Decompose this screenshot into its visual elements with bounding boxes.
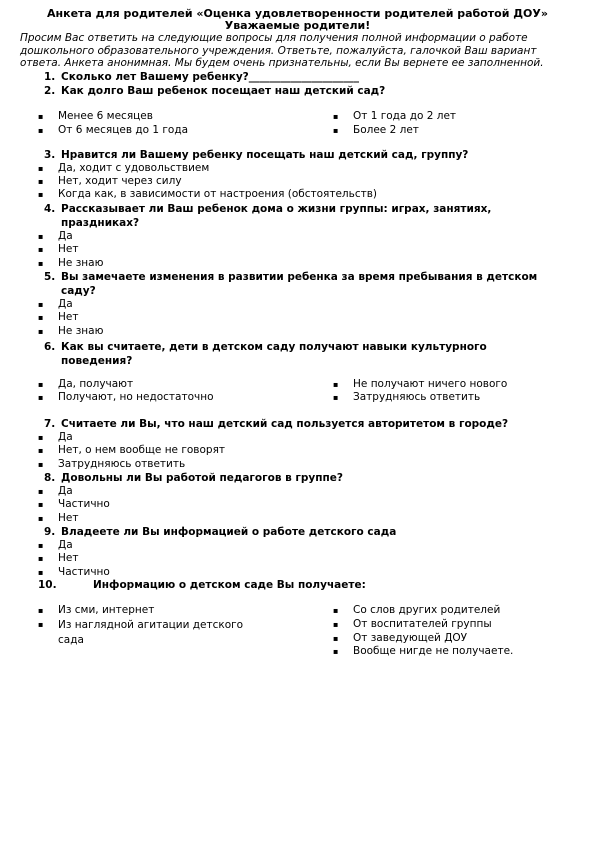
questionnaire-page: Анкета для родителей «Оценка удовлетворенности родителей работой ДОУ» Уважаемые родители! Просим Вас ответить на следующие вопросы для получения полной информации о работе дошкольного образовательного учреждения. Ответьте, пожалуйста, галочкой Ваш вариант ответа. Анкета анонимная. Мы будем очень признательны, если Вы вернете ее заполненной. 1. Сколько лет Вашему ребенку?_____________________ 2. Как долго Ваш ребенок посещает наш детский сад? ▪ Менее 6 месяцев ▪ От 6 месяцев до 1 года ▪ От 1 года до 2 лет ▪ Более 2 лет 3. Нравится ли Вашему ребенку посещать наш детский сад, группу? ▪ Да, ходит с удовольствием ▪ Нет, ходит через силу ▪ Когда как, в зависимости от настроения (обстоятельств) 4. Рассказывает ли Ваш ребенок дома о жизни группы: играх, занятиях, праздниках? ▪ Да ▪ Нет ▪ Не знаю 5. Вы замечаете изменения в развитии ребенка за время пребывания в детском саду? ▪ Да ▪ Нет ▪ Не знаю 6. Как вы считаете, дети в детском саду получают навыки культурного поведения? ▪ Да, получают ▪ Получают, но недостаточно ▪ Не получают ничего нового ▪ Затрудняюсь ответить 7. Считаете ли Вы, что наш детский сад пользуется авторитетом в городе? ▪ Да ▪ Нет, о нем вообще не говорят ▪ Затрудняюсь ответить 8. Довольны ли Вы работой педагогов в группе? ▪ Да ▪ Частично ▪ Нет 9. Владеете ли Вы информацией о работе детского сада ▪ Да ▪ Нет ▪ Частично 10. Информацию о детском саде Вы получаете: ▪ Из сми, интернет ▪ Из наглядной агитации детского сада ▪ Со слов других родителей ▪ От воспитателей группы ▪ От заведующей ДОУ ▪ Вообще нигде не получаете. — [0, 0, 595, 842]
page-title: Анкета для родителей «Оценка удовлетворенности родителей работой ДОУ» — [47, 7, 548, 20]
question-text: Вы замечаете изменения в развитии ребенка за время пребывания в детском — [61, 271, 538, 283]
question-text: поведения? — [61, 355, 133, 367]
bullet-icon: ▪ — [333, 620, 339, 629]
bullet-icon: ▪ — [333, 634, 339, 643]
question-text: Как вы считаете, дети в детском саду получают навыки культурного — [61, 341, 487, 353]
bullet-icon: ▪ — [38, 313, 44, 322]
question-text: Владеете ли Вы информацией о работе детского сада — [61, 526, 397, 538]
intro-line: дошкольного образовательного учреждения. Ответьте, пожалуйста, галочкой Ваш вариант — [20, 44, 537, 57]
bullet-icon: ▪ — [38, 500, 44, 509]
bullet-icon: ▪ — [38, 126, 44, 135]
bullet-icon: ▪ — [38, 112, 44, 121]
bullet-icon: ▪ — [333, 380, 339, 389]
bullet-icon: ▪ — [38, 232, 44, 241]
question-number: 4. — [44, 203, 56, 215]
bullet-icon: ▪ — [333, 647, 339, 656]
bullet-icon: ▪ — [38, 433, 44, 442]
bullet-icon: ▪ — [333, 112, 339, 121]
bullet-icon: ▪ — [38, 514, 44, 523]
question-number: 5. — [44, 271, 56, 283]
bullet-icon: ▪ — [38, 300, 44, 309]
bullet-icon: ▪ — [38, 245, 44, 254]
intro-line: Просим Вас ответить на следующие вопросы для получения полной информации о работе — [20, 32, 528, 44]
bullet-icon: ▪ — [38, 190, 44, 199]
question-number: 9. — [44, 526, 56, 538]
question-number: 7. — [44, 418, 56, 430]
bullet-icon: ▪ — [333, 126, 339, 135]
bullet-icon: ▪ — [38, 446, 44, 455]
greeting: Уважаемые родители! — [224, 19, 371, 32]
question-text: Довольны ли Вы работой педагогов в группе? — [61, 472, 343, 484]
question-text: Информацию о детском саде Вы получаете: — [93, 579, 366, 591]
question-number: 1. — [44, 71, 56, 83]
question-text: Считаете ли Вы, что наш детский сад пользуется авторитетом в городе? — [61, 418, 509, 430]
bullet-icon: ▪ — [38, 164, 44, 173]
bullet-icon: ▪ — [38, 393, 44, 402]
bullet-icon: ▪ — [38, 620, 44, 629]
bullet-icon: ▪ — [333, 393, 339, 402]
bullet-icon: ▪ — [333, 606, 339, 615]
question-text: праздниках? — [61, 217, 140, 229]
bullet-icon: ▪ — [38, 177, 44, 186]
question-number: 8. — [44, 472, 56, 484]
question-number: 3. — [44, 149, 56, 161]
bullet-icon: ▪ — [38, 327, 44, 336]
bullet-icon: ▪ — [38, 259, 44, 268]
question-text: Как долго Ваш ребенок посещает наш детский сад? — [61, 85, 386, 97]
bullet-icon: ▪ — [38, 554, 44, 563]
bullet-icon: ▪ — [38, 606, 44, 615]
question-number: 10. — [38, 579, 57, 591]
question-number: 6. — [44, 341, 56, 353]
question-text: саду? — [61, 285, 96, 297]
question-number: 2. — [44, 85, 56, 97]
intro-line: ответа. Анкета анонимная. Мы будем очень признательны, если Вы вернете ее заполненной. — [20, 57, 544, 69]
bullet-icon: ▪ — [38, 380, 44, 389]
intro-text — [20, 32, 580, 70]
bullet-icon: ▪ — [38, 487, 44, 496]
bullet-icon: ▪ — [38, 541, 44, 550]
question-text: Нравится ли Вашему ребенку посещать наш детский сад, группу? — [61, 149, 469, 161]
bullet-icon: ▪ — [38, 460, 44, 469]
bullet-icon: ▪ — [38, 568, 44, 577]
question-text: Сколько лет Вашему ребенку?_____________________ — [61, 71, 360, 83]
question-text: Рассказывает ли Ваш ребенок дома о жизни группы: играх, занятиях, — [61, 203, 492, 215]
